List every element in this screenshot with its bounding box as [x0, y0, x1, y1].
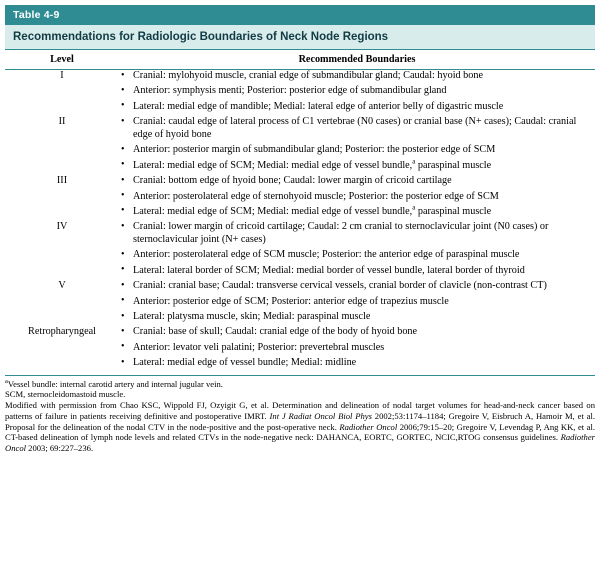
table-row — [5, 175, 595, 221]
source-fragment: 2006;79:15–20; Gregoire V, Levendag P, Ang KK, et al. CT-based delineation of lymph node levels and related CTVs in the node-negative neck: DAHANCA, EORTC, GORTEC, NCIC,RTOG consensus guidelines. — [5, 421, 595, 443]
table-page — [0, 5, 600, 454]
column-header-level: Level — [5, 50, 119, 70]
table-row — [5, 326, 595, 372]
source-fragment: Radiother Oncol — [339, 421, 398, 432]
level-cell: Retropharyngeal — [28, 326, 96, 338]
table-header-row — [5, 50, 595, 70]
table-number-label: Table 4-9 — [5, 5, 595, 25]
boundary-item: • Cranial: caudal edge of lateral process of C1 vertebrae (N0 cases) or cranial base (N+ cases); Caudal: cranial edge of hyoid bone — [119, 116, 595, 141]
source-fragment: 2002;53:1174–1184; Gregoire V, Eisbruch A, Hamoir M, et al. Proposal for the delineation of the nodal CTV in the node-positive and the post-operative neck. — [5, 410, 596, 432]
boundary-item: • Anterior: posterolateral edge of SCM muscle; Posterior: the anterior edge of paraspinal muscle — [119, 249, 595, 261]
source-fragment: Radiother Oncol — [5, 432, 595, 454]
boundary-item: • Lateral: medial edge of vessel bundle; Medial: midline — [119, 357, 595, 369]
footnote-a-text: Vessel bundle: internal carotid artery and internal jugular vein. — [7, 378, 223, 389]
source-fragment: Modified with permission from Chao KSC, Wippold FJ, Ozyigit G, et al. Determination and delineation of nodal target volumes for head-and-neck cancer based on patterns of failure in patients receiving definitive and postoperative IMRT. — [5, 400, 595, 421]
level-cell: IV — [56, 221, 68, 233]
boundary-list — [119, 70, 595, 113]
table-row — [5, 280, 595, 326]
boundary-list — [119, 175, 595, 218]
boundary-list — [119, 116, 595, 172]
boundary-item: • Lateral: platysma muscle, skin; Medial: paraspinal muscle — [119, 311, 595, 323]
boundaries-cell — [119, 280, 595, 326]
table-title: Recommendations for Radiologic Boundaries of Neck Node Regions — [5, 25, 595, 50]
footnote-a — [5, 379, 595, 390]
boundary-item: • Anterior: levator veli palatini; Posterior: prevertebral muscles — [119, 342, 595, 354]
boundaries-cell — [119, 326, 595, 372]
table-row — [5, 70, 595, 117]
boundary-item: • Lateral: lateral border of SCM; Medial: medial border of vessel bundle, lateral border of thyroid — [119, 265, 595, 277]
boundaries-cell — [119, 116, 595, 175]
table-head — [5, 50, 595, 70]
boundary-list — [119, 326, 595, 369]
table-row — [5, 116, 595, 175]
source-fragment: 2003; 69:227–236. — [26, 443, 94, 454]
footnote-marker-a-ref: a — [412, 203, 416, 212]
column-header-boundaries: Recommended Boundaries — [119, 50, 595, 70]
level-cell: I — [60, 70, 64, 81]
boundaries-cell — [119, 70, 595, 117]
boundary-item: • Cranial: base of skull; Caudal: cranial edge of the body of hyoid bone — [119, 326, 595, 338]
level-cell: II — [58, 116, 66, 128]
boundary-item: • Anterior: posterior edge of SCM; Posterior: anterior edge of trapezius muscle — [119, 296, 595, 308]
boundary-item: • Cranial: bottom edge of hyoid bone; Caudal: lower margin of cricoid cartilage — [119, 175, 595, 187]
source-fragment: Int J Radiat Oncol Biol Phys — [269, 410, 372, 421]
table-body — [5, 70, 595, 373]
footnote-marker-a-ref: a — [412, 157, 416, 166]
level-cell: V — [58, 280, 66, 292]
table-footnotes — [5, 379, 595, 454]
boundary-item: • Lateral: medial edge of mandible; Medial: lateral edge of anterior belly of digastric muscle — [119, 101, 595, 113]
level-cell: III — [56, 175, 68, 187]
boundary-item: • Anterior: symphysis menti; Posterior: posterior edge of submandibular gland — [119, 85, 595, 97]
boundary-item: • Anterior: posterolateral edge of sternohyoid muscle; Posterior: the posterior edge of SCM — [119, 191, 595, 203]
boundary-item: • Lateral: medial edge of SCM; Medial: medial edge of vessel bundle,$^a$ paraspinal muscle — [119, 160, 595, 172]
boundaries-cell — [119, 175, 595, 221]
footnote-abbreviation: SCM, sternocleidomastoid muscle. — [5, 389, 126, 400]
boundary-item: • Cranial: lower margin of cricoid cartilage; Caudal: 2 cm cranial to sternoclavicular joint (N0 cases) or sternoclavicular joint (N+ cases) — [119, 221, 595, 246]
neck-node-boundaries-table — [5, 50, 595, 373]
table-container — [5, 5, 595, 376]
footnote-marker-a: a — [5, 377, 8, 385]
boundary-item: • Lateral: medial edge of SCM; Medial: medial edge of vessel bundle,$^a$ paraspinal muscle — [119, 206, 595, 218]
table-row — [5, 221, 595, 280]
boundary-item: • Cranial: cranial base; Caudal: transverse cervical vessels, cranial border of clavicle (non-contrast CT) — [119, 280, 595, 292]
footnote-source — [5, 400, 595, 454]
boundary-item: • Cranial: mylohyoid muscle, cranial edge of submandibular gland; Caudal: hyoid bone — [119, 70, 595, 82]
boundaries-cell — [119, 221, 595, 280]
table-bottom-rule — [5, 375, 595, 376]
boundary-item: • Anterior: posterior margin of submandibular gland; Posterior: the posterior edge of SCM — [119, 144, 595, 156]
boundary-list — [119, 280, 595, 323]
boundary-list — [119, 221, 595, 277]
